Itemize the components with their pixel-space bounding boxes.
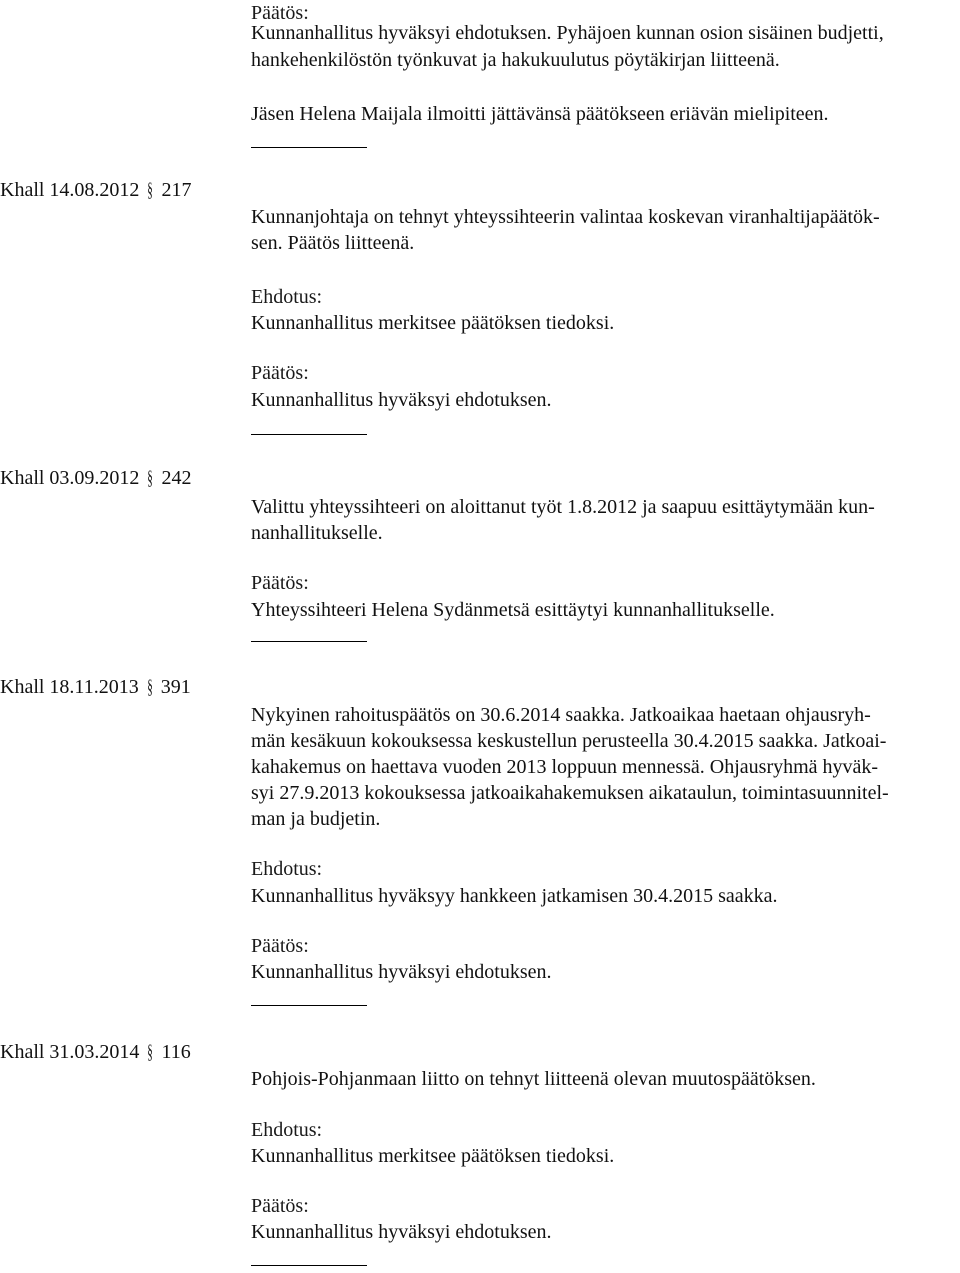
proposal-label: Ehdotus: — [251, 1119, 323, 1141]
body-text: syi 27.9.2013 kokouksessa jatkoaikahakemuksen aikataulun, toimintasuunnitel- — [251, 782, 889, 804]
section-mark: § — [146, 676, 153, 698]
section-divider — [251, 1265, 367, 1266]
proposal-text: Kunnanhallitus merkitsee päätöksen tiedoksi. — [251, 1145, 615, 1167]
meeting-section-number: 242 — [161, 467, 192, 489]
body-text: Valittu yhteyssihteeri on aloittanut työt 1.8.2012 ja saapuu esittäytymään kun- — [251, 496, 875, 518]
meeting-section-number: 116 — [161, 1041, 191, 1063]
body-text: Pohjois-Pohjanmaan liitto on tehnyt liitteenä olevan muutospäätöksen. — [251, 1068, 816, 1090]
section-mark: § — [147, 1041, 154, 1063]
body-text: kahakemus on haettava vuoden 2013 loppuun mennessä. Ohjausryhmä hyväk- — [251, 756, 879, 778]
meeting-header — [0, 1039, 191, 1065]
meeting-header — [0, 465, 191, 491]
meeting-header — [0, 674, 191, 700]
section-divider — [251, 434, 367, 435]
body-text: nanhallitukselle. — [251, 522, 383, 544]
decision-text: hankehenkilöstön työnkuvat ja hakukuulutus pöytäkirjan liitteenä. — [251, 49, 780, 71]
decision-text: Kunnanhallitus hyväksyi ehdotuksen. Pyhäjoen kunnan osion sisäinen budjetti, — [251, 22, 884, 44]
decision-label: Päätös: — [251, 572, 309, 594]
decision-text: Kunnanhallitus hyväksyi ehdotuksen. — [251, 961, 552, 983]
proposal-text: Kunnanhallitus merkitsee päätöksen tiedoksi. — [251, 312, 615, 334]
meeting-header — [0, 177, 191, 203]
section-divider — [251, 147, 367, 148]
section-divider — [251, 641, 367, 642]
proposal-label: Ehdotus: — [251, 286, 323, 308]
section-mark: § — [147, 467, 154, 489]
meeting-section-number: 391 — [160, 676, 191, 698]
decision-label: Päätös: — [251, 1195, 309, 1217]
decision-text: Kunnanhallitus hyväksyi ehdotuksen. — [251, 389, 552, 411]
decision-label: Päätös: — [251, 362, 309, 384]
meeting-date: Khall 18.11.2013 — [0, 676, 139, 698]
body-text: sen. Päätös liitteenä. — [251, 232, 415, 254]
meeting-date: Khall 14.08.2012 — [0, 179, 140, 201]
body-text: män kesäkuun kokouksessa keskustellun perusteella 30.4.2015 saakka. Jatkoai- — [251, 730, 887, 752]
decision-label: Päätös: — [251, 935, 309, 957]
meeting-section-number: 217 — [161, 179, 192, 201]
section-divider — [251, 1005, 367, 1006]
meeting-date: Khall 03.09.2012 — [0, 467, 140, 489]
member-note: Jäsen Helena Maijala ilmoitti jättävänsä päätökseen eriävän mielipiteen. — [251, 103, 829, 125]
proposal-text: Kunnanhallitus hyväksyy hankkeen jatkamisen 30.4.2015 saakka. — [251, 885, 778, 907]
decision-text: Yhteyssihteeri Helena Sydänmetsä esittäytyi kunnanhallitukselle. — [251, 599, 775, 621]
section-mark: § — [147, 179, 154, 201]
body-text: man ja budjetin. — [251, 808, 381, 830]
body-text: Kunnanjohtaja on tehnyt yhteyssihteerin valintaa koskevan viranhaltijapäätök- — [251, 206, 880, 228]
meeting-date: Khall 31.03.2014 — [0, 1041, 140, 1063]
proposal-label: Ehdotus: — [251, 858, 323, 880]
decision-label: Päätös: — [251, 2, 309, 24]
decision-text: Kunnanhallitus hyväksyi ehdotuksen. — [251, 1221, 552, 1243]
body-text: Nykyinen rahoituspäätös on 30.6.2014 saakka. Jatkoaikaa haetaan ohjausryh- — [251, 704, 871, 726]
